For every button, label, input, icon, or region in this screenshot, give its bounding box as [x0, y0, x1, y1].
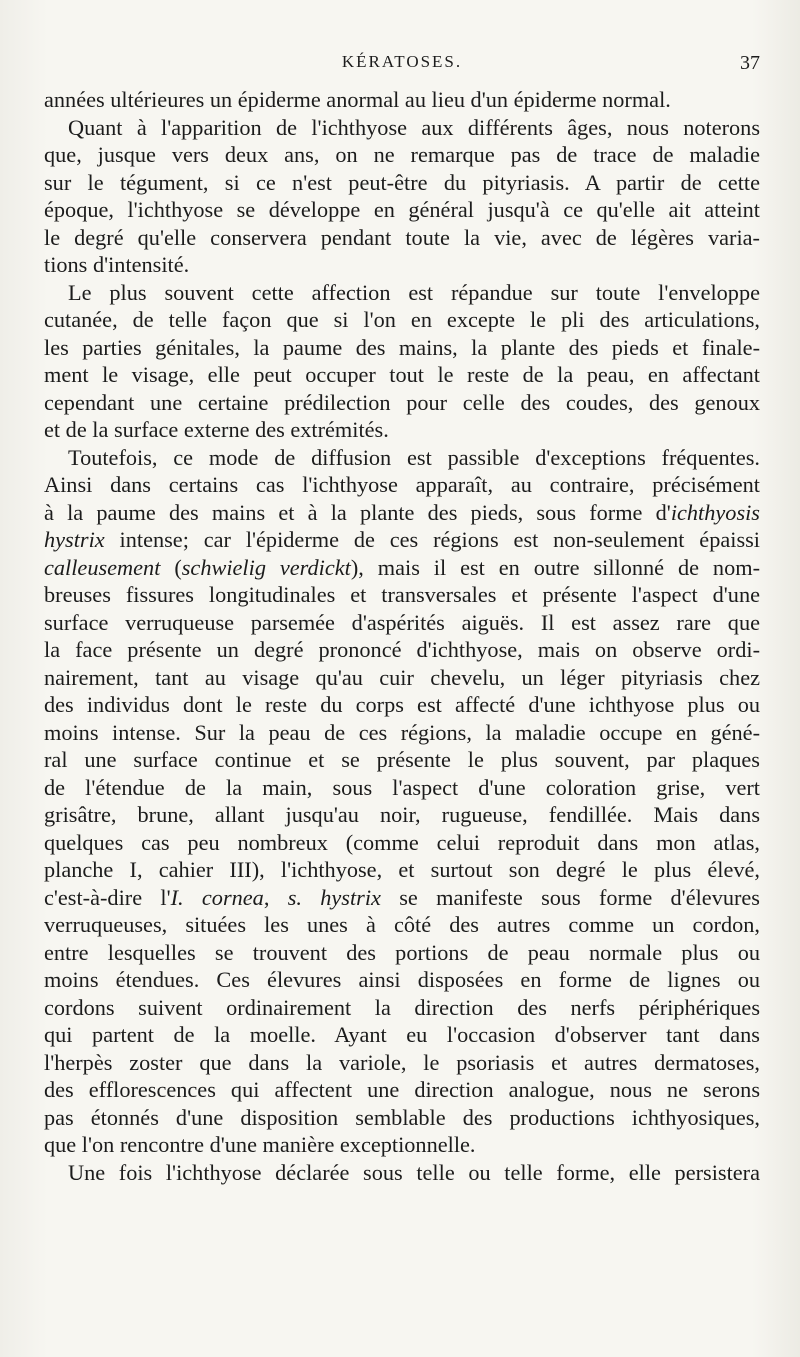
text-run: (: [160, 554, 182, 580]
text-line: moins étendues. Ces élevures ainsi disposées en forme de lignes ou: [44, 967, 760, 992]
text-line: la face présente un degré prononcé d'ichthyose, mais on observe ordi-: [44, 637, 760, 662]
text-line: sur le tégument, si ce n'est peut-être du pityriasis. A partir de cette: [44, 169, 760, 195]
running-header: [44, 52, 760, 86]
text-line: [44, 499, 760, 527]
text-line: qui partent de la moelle. Ayant eu l'occasion d'observer tant dans: [44, 1022, 760, 1047]
text-line: grisâtre, brune, allant jusqu'au noir, rugueuse, fendillée. Mais dans: [44, 802, 760, 827]
text-run: se manifeste sous forme d'élevures: [380, 884, 760, 910]
text-line: tions d'intensité.: [44, 252, 190, 277]
italic-term: I. cornea: [170, 884, 264, 910]
italic-term: hystrix: [44, 527, 105, 552]
text-run: ), mais il est en outre sillonné de nom-: [350, 554, 760, 580]
text-line: Le plus souvent cette affection est répandue sur toute l'enveloppe: [68, 279, 760, 305]
text-line: de l'étendue de la main, sous l'aspect d'une coloration grise, vert: [44, 774, 760, 800]
text-line: pas étonnés d'une disposition semblable des productions ichthyosiques,: [44, 1104, 760, 1130]
text-line: et de la surface externe des extrémités.: [44, 417, 389, 442]
text-line: [44, 526, 760, 554]
italic-term: calleusement: [44, 554, 161, 580]
text-line: ral une surface continue et se présente le plus souvent, par plaques: [44, 747, 760, 772]
paragraph: [44, 1159, 760, 1187]
text-line: verruqueuses, situées les unes à côté des autres comme un cordon,: [44, 912, 760, 937]
text-line: moins intense. Sur la peau de ces régions, la maladie occupe en géné-: [44, 719, 760, 745]
italic-term: schwielig verdickt: [181, 554, 351, 580]
text-line: Ainsi dans certains cas l'ichthyose apparaît, au contraire, précisément: [44, 472, 760, 497]
text-line: Toutefois, ce mode de diffusion est passible d'exceptions fréquentes.: [68, 444, 760, 470]
text-line: le degré qu'elle conservera pendant toute la vie, avec de légères varia-: [44, 224, 760, 250]
text-line: [44, 884, 760, 912]
text-line: Quant à l'apparition de l'ichthyose aux différents âges, nous noterons: [68, 114, 760, 140]
text-line: surface verruqueuse parsemée d'aspérités aiguës. Il est assez rare que: [44, 609, 760, 635]
text-line: époque, l'ichthyose se développe en général jusqu'à ce qu'elle ait atteint: [44, 197, 760, 222]
text-line: les parties génitales, la paume des mains, la plante des pieds et finale-: [44, 334, 760, 360]
text-line: nairement, tant au visage qu'au cuir chevelu, un léger pityriasis chez: [44, 664, 760, 690]
running-title: KÉRATOSES.: [341, 52, 463, 71]
text-line: cependant une certaine prédilection pour celle des coudes, des genoux: [44, 389, 760, 415]
text-line: breuses fissures longitudinales et transversales et présente l'aspect d'une: [44, 582, 760, 607]
italic-term: s. hystrix: [287, 884, 381, 910]
text-line: planche I, cahier III), l'ichthyose, et surtout son degré le plus élevé,: [44, 857, 760, 882]
body-text: [44, 86, 760, 1186]
text-run: c'est-à-dire l': [44, 884, 171, 910]
text-line: que l'on rencontre d'une manière exceptionnelle.: [44, 1132, 476, 1157]
text-line: années ultérieures un épiderme anormal au lieu d'un épiderme normal.: [44, 87, 671, 112]
text-run: à la paume des mains et à la plante des pieds, sous forme d': [44, 499, 671, 525]
text-line: l'herpès zoster que dans la variole, le psoriasis et autres dermatoses,: [44, 1049, 760, 1075]
text-line: que, jusque vers deux ans, on ne remarque pas de trace de maladie: [44, 142, 760, 167]
text-line: entre lesquelles se trouvent des portions de peau normale plus ou: [44, 939, 760, 965]
text-line: des individus dont le reste du corps est affecté d'une ichthyose plus ou: [44, 692, 760, 717]
paragraph: [44, 279, 760, 444]
text-line: ment le visage, elle peut occuper tout le reste de la peau, en affectant: [44, 362, 760, 387]
text-run: ,: [263, 884, 288, 910]
text-line: des efflorescences qui affectent une direction analogue, nous ne serons: [44, 1077, 760, 1102]
text-line: cutanée, de telle façon que si l'on en excepte le pli des articulations,: [44, 307, 760, 332]
text-line: cordons suivent ordinairement la direction des nerfs périphériques: [44, 994, 760, 1020]
text-line: Une fois l'ichthyose déclarée sous telle ou telle forme, elle persistera: [68, 1159, 760, 1185]
italic-term: ichthyosis: [670, 499, 760, 525]
text-run: intense; car l'épiderme de ces régions est non-seulement épaissi: [104, 527, 760, 552]
paragraph: [44, 114, 760, 279]
text-line: [44, 554, 760, 582]
paragraph: [44, 86, 760, 114]
page-number: 37: [740, 52, 760, 74]
text-line: quelques cas peu nombreux (comme celui reproduit dans mon atlas,: [44, 829, 760, 855]
paragraph: [44, 444, 760, 1159]
